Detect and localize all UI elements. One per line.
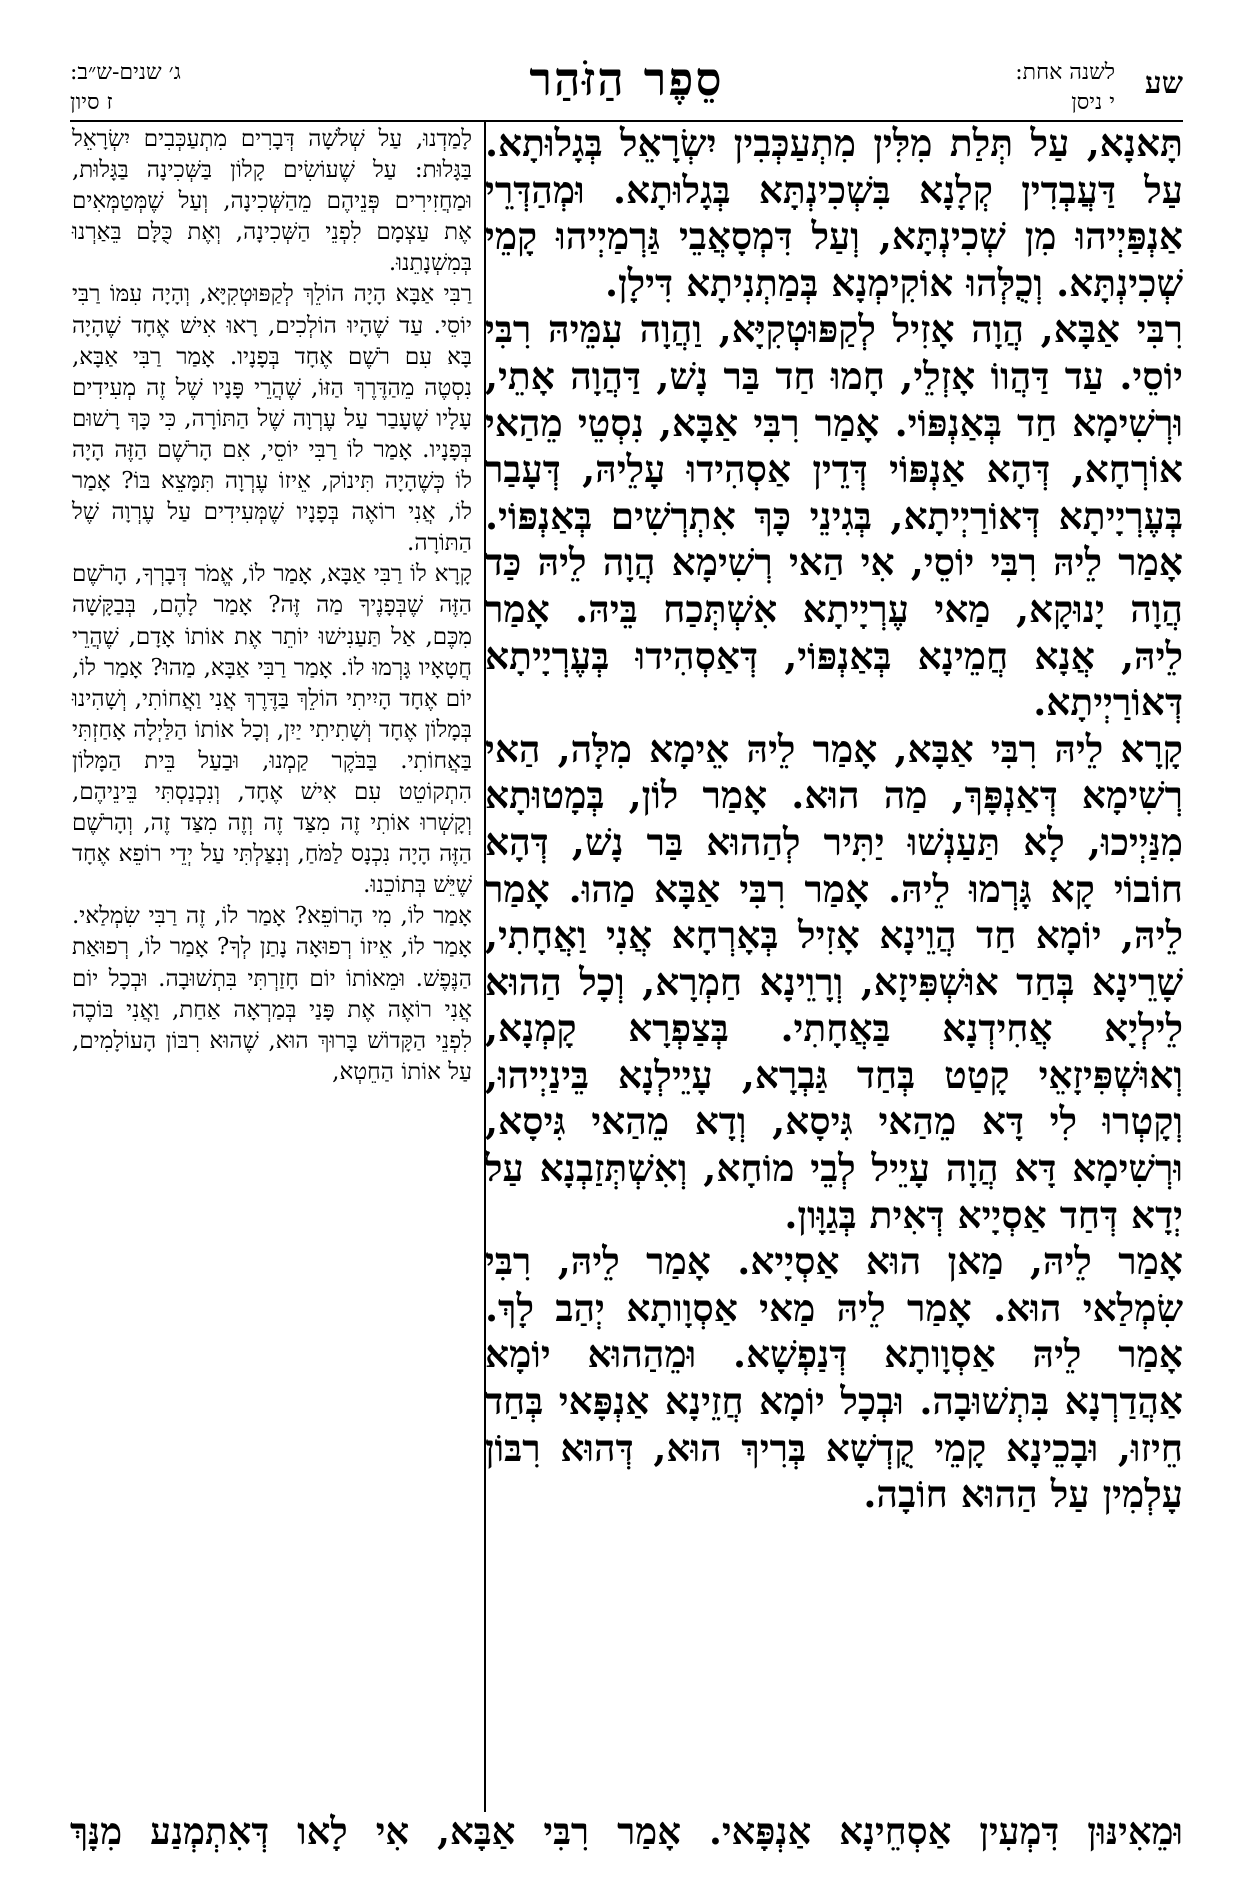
side-paragraph-4: אָמַר לוֹ, מִי הָרוֹפֵא? אָמַר לוֹ, זֶה רַבִּי שִׂמְלַאי. אָמַר לוֹ, אֵיזוֹ רְפוּאָה נָתַן לְךָ? אָמַר לוֹ, רְפוּאַת הַנֶּפֶשׁ. וּמֵאוֹתוֹ יוֹם חָזַרְתִּי בִּתְשׁוּבָה. וּבְכָל יוֹם אֲנִי רוֹאֶה אֶת פָּנַי בְּמַרְאָה אַחַת, וַאֲנִי בּוֹכֶה לִפְנֵי הַקָּדוֹשׁ בָּרוּךְ הוּא, שֶׁהוּא רִבּוֹן הָעוֹלָמִים, עַל אוֹתוֹ הַחֵטְא, <box>72 903 472 1085</box>
schedule-three-years-label: ג׳ שנים-ש״ב: <box>70 60 181 85</box>
main-paragraph-1: תָּאנָא, עַל תְּלַת מִלִּין מִתְעַכְּבִין יִשְׂרָאֵל בְּגָלוּתָא. עַל דַּעֲבְדִין קְלָנָא בִּשְׁכִינְתָּא בְּגָלוּתָא. וּמְהַדְּרֵי אַנְפַּיְיהוּ מִן שְׁכִינְתָּא, וְעַל דִּמְסָאֲבֵי גַּרְמַיְיהוּ קָמֵי שְׁכִינְתָּא. וְכֻלְּהוּ אוֹקִימְנָא בְּמַתְנִיתָא דִּילָן. <box>485 121 1183 305</box>
hebrew-translation-column <box>72 124 472 1088</box>
side-paragraph-2: רַבִּי אַבָּא הָיָה הוֹלֵךְ לְקַפּוּטְקִיָּא, וְהָיָה עִמּוֹ רַבִּי יוֹסֵי. עַד שֶׁהָיוּ הוֹלְכִים, רָאוּ אִישׁ אֶחָד שֶׁהָיָה בָּא עִם רֹשֶׁם אֶחָד בְּפָנָיו. אָמַר רַבִּי אַבָּא, נִסְטֶה מֵהַדֶּרֶךְ הַזּוֹ, שֶׁהֲרֵי פָּנָיו שֶׁל זֶה מְעִידִים עָלָיו שֶׁעָבַר עַל עֶרְוָה שֶׁל הַתּוֹרָה, כִּי כָּךְ רָשׁוּם בְּפָנָיו. אָמַר לוֹ רַבִּי יוֹסֵי, אִם הָרֹשֶׁם הַזֶּה הָיָה לוֹ כְּשֶׁהָיָה תִּינוֹק, אֵיזוֹ עֶרְוָה תִּמָּצֵא בּוֹ? אָמַר לוֹ, אֲנִי רוֹאֶה בְּפָנָיו שֶׁמְּעִידִים עַל עֶרְוָה שֶׁל הַתּוֹרָה. <box>72 281 472 557</box>
side-paragraph-3: קָרָא לוֹ רַבִּי אַבָּא, אָמַר לוֹ, אֱמֹר דְּבָרְךָ, הָרֹשֶׁם הַזֶּה שֶׁבְּפָנֶיךָ מַה זֶּה? אָמַר לָהֶם, בְּבַקָּשָׁה מִכֶּם, אַל תַּעַנִישׁוּ יוֹתֵר אֶת אוֹתוֹ אָדָם, שֶׁהֲרֵי חֲטָאָיו גָּרְמוּ לוֹ. אָמַר רַבִּי אַבָּא, מַהוּ? אָמַר לוֹ, יוֹם אֶחָד הָיִיתִי הוֹלֵךְ בַּדֶּרֶךְ אֲנִי וַאֲחוֹתִי, וְשָׁהִינוּ בְּמָלוֹן אֶחָד וְשָׁתִיתִי יַיִן, וְכָל אוֹתוֹ הַלַּיְלָה אָחַזְתִּי בַּאֲחוֹתִי. בַּבֹּקֶר קַמְנוּ, וּבַעַל בֵּית הַמָּלוֹן הִתְקוֹטֵט עִם אִישׁ אֶחָד, וְנִכְנַסְתִּי בֵּינֵיהֶם, וְקָשְׁרוּ אוֹתִי זֶה מִצַּד זֶה וְזֶה מִצַּד זֶה, וְהָרֹשֶׁם הַזֶּה הָיָה נִכְנָס לַמֹּחַ, וְנִצַּלְתִּי עַל יְדֵי רוֹפֵא אֶחָד שֶׁיֵּשׁ בְּתוֹכֵנוּ. <box>72 561 472 899</box>
aramaic-text-column <box>485 120 1183 1518</box>
book-title: סֵפֶר הַזֹּהַר <box>529 52 724 106</box>
page-header <box>70 52 1183 124</box>
main-paragraph-4: אָמַר לֵיהּ, מַאן הוּא אַסְיָיא. אָמַר לֵיהּ, רִבִּי שִׂמְלַאי הוּא. אָמַר לֵיהּ מַאי אַסְוָותָא יְהַב לָךְ. אָמַר לֵיהּ אַסְוָותָא דְּנַפְשָׁא. וּמֵהַהוּא יוֹמָא אַהֲדַרְנָא בִּתְשׁוּבָה. וּבְכָל יוֹמָא חֲזֵינָא אַנְפָּאי בְּחַד חֵיזוּ, וּבָכֵינָא קָמֵי קֻדְשָׁא בְּרִיךְ הוּא, דְּהוּא רִבּוֹן עָלְמִין עַל הַהוּא חוֹבָה. <box>485 1239 1183 1517</box>
main-paragraph-2: רִבִּי אַבָּא, הֲוָה אָזִיל לְקַפּוּטְקִיָּא, וַהֲוָה עִמֵּיהּ רִבִּי יוֹסֵי. עַד דַּהֲווֹ אָזְלֵי, חָמוּ חַד בַּר נָשׁ, דַּהֲוָה אָתֵי, וּרְשִׁימָא חַד בְּאַנְפּוֹי. אָמַר רִבִּי אַבָּא, נִסְטֵי מֵהַאי אוֹרְחָא, דְּהָא אַנְפּוֹי דְּדֵין אַסְהִידוּ עָלֵיהּ, דְּעָבַר בְּעֶרְיָיתָא דְּאוֹרַיְיתָא, בְּגִינֵי כָּךְ אִתְרְשִׁים בְּאַנְפּוֹי. אָמַר לֵיהּ רִבִּי יוֹסֵי, אִי הַאי רְשִׁימָא הֲוָה לֵיהּ כַּד הֲוָה יָנוּקָא, מַאי עֶרְיָיתָא אִשְׁתְּכַח בֵּיהּ. אָמַר לֵיהּ, אֲנָא חֲמֵינָא בְּאַנְפּוֹי, דְּאַסְהִידוּ בְּעֶרְיָיתָא דְּאוֹרַיְיתָא. <box>485 307 1183 725</box>
schedule-one-year-label: לשנה אחת: <box>1015 60 1115 85</box>
schedule-three-years-date: ז סיון <box>70 90 113 115</box>
main-paragraph-3: קָרָא לֵיהּ רִבִּי אַבָּא, אָמַר לֵיהּ אֵימָא מִלָּה, הַאי רְשִׁימָא דְּאַנְפָּךְ, מַה הוּא. אָמַר לוֹן, בְּמָטוּתָא מִנַּיְיכוּ, לָא תַּעַנְשׁוּ יַתִּיר לְהַהוּא בַּר נָשׁ, דְּהָא חוֹבוֹי קָא גָּרְמוּ לֵיהּ. אָמַר רִבִּי אַבָּא מַהוּ. אָמַר לֵיהּ, יוֹמָא חַד הֲוֵינָא אָזִיל בְּאָרְחָא אֲנִי וַאֲחָתִי, שָׁרֵינָא בְּחַד אוּשְׁפִּיזָא, וְרָוֵינָא חַמְרָא, וְכָל הַהוּא לֵילְיָא אֲחִידְנָא בַּאֲחָתִי. בְּצַפְרָא קָמְנָא, וְאוּשְׁפִּיזָאֵי קָטַט בְּחַד גַּבְרָא, עָיֵילְנָא בֵּינַיְיהוּ, וְקָטְרוּ לִי דָּא מֵהַאי גִּיסָא, וְדָא מֵהַאי גִּיסָא, וּרְשִׁימָא דָּא הֲוָה עָיֵיל לְבֵי מוֹחָא, וְאִשְׁתְּזַבְנָא עַל יְדָא דְּחַד אַסְיָיא דְּאִית בְּגַוָּון. <box>485 726 1183 1237</box>
side-paragraph-1: לָמַדְנוּ, עַל שְׁלֹשָׁה דְּבָרִים מִתְעַכְּבִים יִשְׂרָאֵל בַּגָּלוּת: עַל שֶׁעוֹשִׂים קָלוֹן בַּשְּׁכִינָה בַּגָּלוּת, וּמַחֲזִירִים פְּנֵיהֶם מֵהַשְּׁכִינָה, וְעַל שֶׁמְּטַמְּאִים אֶת עַצְמָם לִפְנֵי הַשְּׁכִינָה, וְאֶת כֻּלָּם בֵּאַרְנוּ בְּמִשְׁנָתֵנוּ. <box>72 126 472 277</box>
study-schedule-three-years <box>70 58 330 118</box>
continuation-line: וּמֵאִינּוּן דִּמְעִין אַסְחֵינָא אַנְפָּאי. אָמַר רִבִּי אַבָּא, אִי לָאו דְּאִתְמְנַע מִנָּךְ <box>70 1809 1183 1853</box>
column-divider <box>484 122 486 1812</box>
page-number: שע <box>1144 66 1183 101</box>
schedule-one-year-date: י ניסן <box>1071 90 1115 115</box>
